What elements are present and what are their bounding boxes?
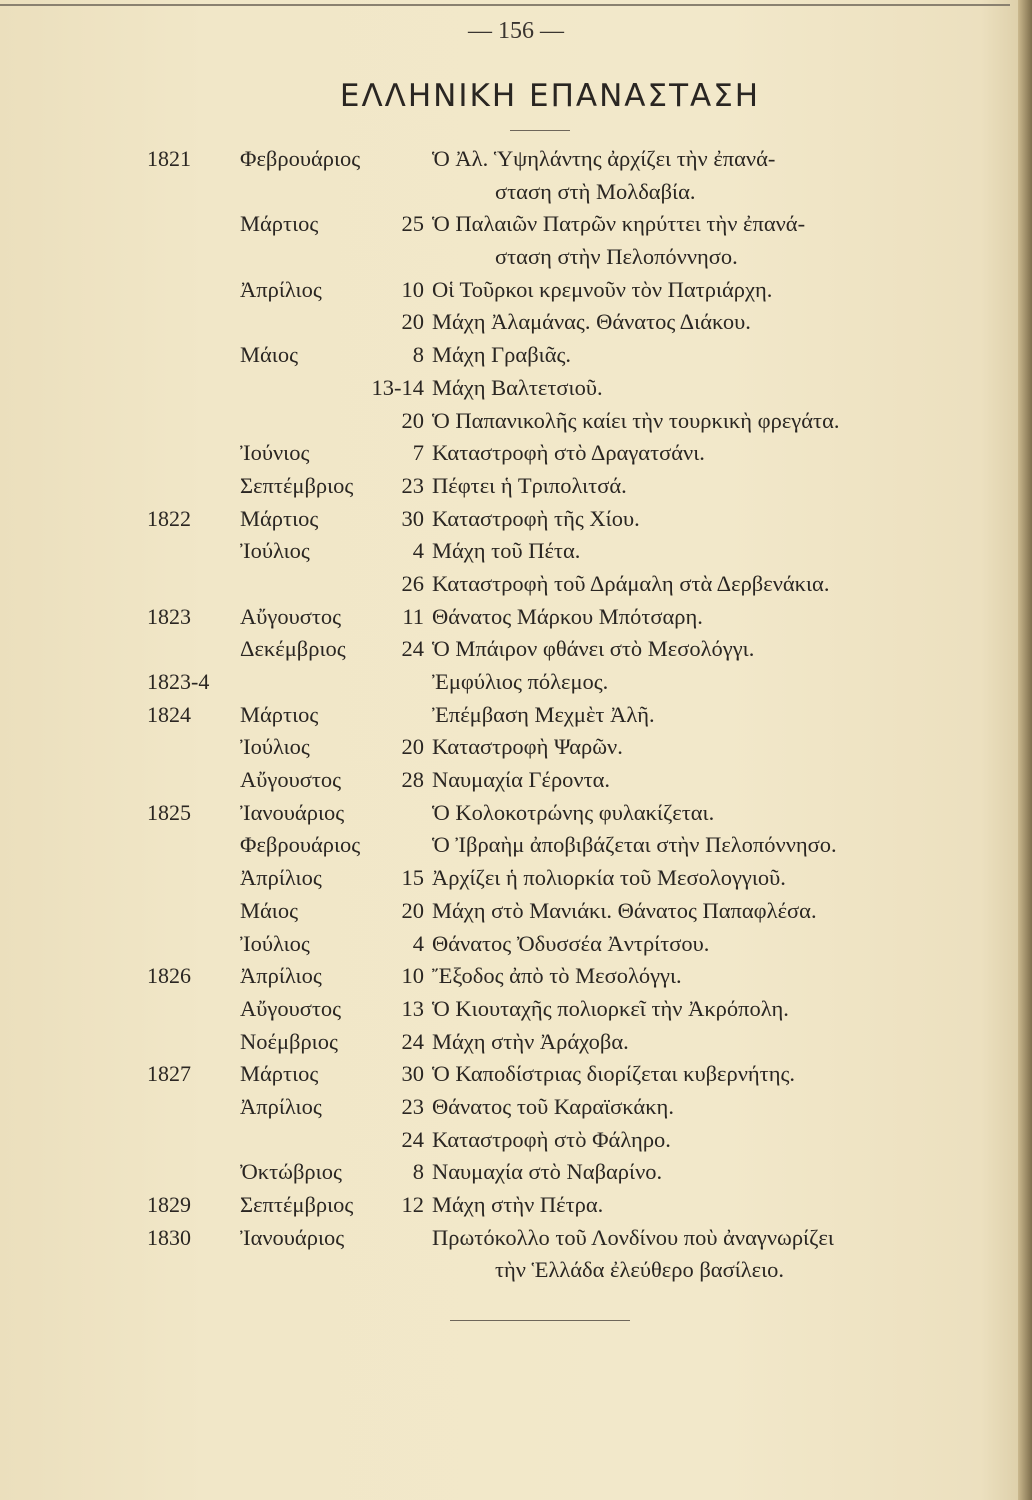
row-event: Πέφτει ἡ Τριπολιτσά. xyxy=(432,472,627,498)
row-month: Ἰούνιος xyxy=(240,440,310,466)
row-year: 1826 xyxy=(147,963,191,989)
chronology-row xyxy=(0,1026,1020,1059)
row-event: Μάχη στὴν Πέτρα. xyxy=(432,1192,604,1217)
row-year: 1827 xyxy=(147,1061,191,1087)
chronology-row xyxy=(0,601,1020,634)
row-year: 1824 xyxy=(147,701,191,727)
page-number: — 156 — xyxy=(468,18,564,44)
chronology-row xyxy=(0,241,1020,274)
row-event: Ὁ Κιουταχῆς πολιορκεῖ τὴν Ἀκρόπολη. xyxy=(432,995,789,1021)
chronology-row xyxy=(0,829,1020,862)
row-event: σταση στὴν Πελοπόννησο. xyxy=(495,244,738,270)
row-month: Ἰούλιος xyxy=(240,734,310,760)
row-event: Ὁ Κολοκοτρώνης φυλακίζεται. xyxy=(432,799,715,825)
row-event: Μάχη στὸ Μανιάκι. Θάνατος Παπαφλέσα. xyxy=(432,897,817,923)
row-event: Θάνατος Ὀδυσσέα Ἀντρίτσου. xyxy=(432,930,710,956)
row-month: Ἀπρίλιος xyxy=(240,963,322,989)
chronology-row xyxy=(0,535,1020,568)
chronology-row xyxy=(0,1254,1020,1287)
row-event: Ὁ Μπάιρον φθάνει στὸ Μεσολόγγι. xyxy=(432,636,755,662)
chronology-row xyxy=(0,895,1020,928)
row-month: Ἀπρίλιος xyxy=(240,865,322,891)
chronology-row xyxy=(0,1189,1020,1222)
row-year: 1825 xyxy=(147,799,191,825)
page-edge-shadow xyxy=(1018,0,1032,1500)
row-day: 25 xyxy=(401,211,424,237)
row-event: Ὁ Ἰβραὴμ ἀποβιβάζεται στὴν Πελοπόννησο. xyxy=(432,832,837,858)
row-event: Μάχη στὴν Ἀράχοβα. xyxy=(432,1028,629,1054)
row-day: 26 xyxy=(401,570,424,596)
chronology-row xyxy=(0,339,1020,372)
chronology-row xyxy=(0,1222,1020,1255)
row-month: Ἰανουάριος xyxy=(240,1224,345,1250)
chronology-row xyxy=(0,764,1020,797)
row-event: Καταστροφὴ τῆς Χίου. xyxy=(432,505,640,531)
row-month: Μάρτιος xyxy=(240,505,319,531)
row-month: Μάρτιος xyxy=(240,1061,319,1087)
chronology-row xyxy=(0,306,1020,339)
chronology-row xyxy=(0,405,1020,438)
row-month: Ὀκτώβριος xyxy=(240,1159,342,1185)
bottom-divider xyxy=(450,1320,630,1321)
row-day: 24 xyxy=(401,636,424,662)
row-month: Ἀπρίλιος xyxy=(240,276,322,302)
row-day: 7 xyxy=(412,440,424,466)
row-month: Φεβρουάριος xyxy=(240,146,361,171)
chronology-row xyxy=(0,699,1020,732)
row-event: τὴν Ἑλλάδα ἐλεύθερο βασίλειο. xyxy=(495,1257,785,1283)
row-event: Καταστροφὴ Ψαρῶν. xyxy=(432,734,623,760)
chronology-row xyxy=(0,960,1020,993)
row-day: 20 xyxy=(401,734,424,760)
row-day: 8 xyxy=(412,342,424,368)
row-event: Ναυμαχία στὸ Ναβαρίνο. xyxy=(432,1159,663,1185)
row-month: Μάρτιος xyxy=(240,211,319,237)
row-day: 15 xyxy=(401,865,424,891)
chronology-table xyxy=(0,143,1020,1287)
row-month: Νοέμβριος xyxy=(240,1028,338,1054)
row-day: 20 xyxy=(401,407,424,433)
row-year: 1821 xyxy=(147,146,191,171)
row-event: Καταστροφὴ τοῦ Δράμαλη στὰ Δερβενάκια. xyxy=(432,570,830,596)
row-month: Σεπτέμβριος xyxy=(240,1192,354,1217)
row-year: 1830 xyxy=(147,1224,191,1250)
chronology-row xyxy=(0,1156,1020,1189)
row-month: Μάρτιος xyxy=(240,701,319,727)
row-month: Ἀπρίλιος xyxy=(240,1093,322,1119)
row-event: Οἱ Τοῦρκοι κρεμνοῦν τὸν Πατριάρχη. xyxy=(432,276,773,302)
chronology-row xyxy=(0,862,1020,895)
row-day: 10 xyxy=(401,276,424,302)
row-day: 28 xyxy=(401,767,424,793)
row-event: Ἐμφύλιος πόλεμος. xyxy=(432,669,609,694)
row-event: Ὁ Παπανικολῆς καίει τὴν τουρκικὴ φρεγάτα. xyxy=(432,407,840,433)
chronology-row xyxy=(0,666,1020,699)
row-event: Μάχη τοῦ Πέτα. xyxy=(432,538,581,564)
row-month: Αὔγουστος xyxy=(240,995,342,1021)
row-month: Ἰούλιος xyxy=(240,538,310,564)
row-month: Μάιος xyxy=(240,897,299,923)
chronology-row xyxy=(0,731,1020,764)
row-day: 23 xyxy=(401,472,424,498)
row-day: 10 xyxy=(401,963,424,989)
row-event: Ἔξοδος ἀπὸ τὸ Μεσολόγγι. xyxy=(432,963,682,989)
row-day: 13 xyxy=(401,995,424,1021)
row-day: 13-14 xyxy=(371,374,424,400)
row-event: Ναυμαχία Γέροντα. xyxy=(432,767,611,793)
row-day: 12 xyxy=(401,1192,424,1217)
row-event: Θάνατος τοῦ Καραϊσκάκη. xyxy=(432,1093,674,1119)
row-year: 1822 xyxy=(147,505,191,531)
chronology-row xyxy=(0,797,1020,830)
chronology-row xyxy=(0,176,1020,209)
row-day: 24 xyxy=(401,1028,424,1054)
row-day: 23 xyxy=(401,1093,424,1119)
row-day: 11 xyxy=(402,603,424,629)
chronology-row xyxy=(0,372,1020,405)
row-event: Πρωτόκολλο τοῦ Λονδίνου ποὺ ἀναγνωρίζει xyxy=(432,1224,834,1250)
row-month: Ἰούλιος xyxy=(240,930,310,956)
row-day: 4 xyxy=(412,538,424,564)
chronology-row xyxy=(0,503,1020,536)
row-month: Αὔγουστος xyxy=(240,603,342,629)
title-divider xyxy=(510,130,570,131)
top-border-rule xyxy=(0,4,1010,6)
row-day: 30 xyxy=(401,505,424,531)
row-event: Μάχη Ἀλαμάνας. Θάνατος Διάκου. xyxy=(432,309,751,335)
row-event: Ὁ Παλαιῶν Πατρῶν κηρύττει τὴν ἐπανά- xyxy=(432,211,806,237)
row-year: 1823-4 xyxy=(147,669,210,694)
row-event: Μάχη Γραβιᾶς. xyxy=(432,342,572,368)
chronology-row xyxy=(0,928,1020,961)
chronology-row xyxy=(0,1058,1020,1091)
row-day: 24 xyxy=(401,1126,424,1152)
row-year: 1823 xyxy=(147,603,191,629)
chronology-row xyxy=(0,208,1020,241)
row-event: Καταστροφὴ στὸ Φάληρο. xyxy=(432,1126,671,1152)
row-month: Δεκέμβριος xyxy=(240,636,346,662)
row-month: Σεπτέμβριος xyxy=(240,472,354,498)
row-event: Ἀρχίζει ἡ πολιορκία τοῦ Μεσολογγιοῦ. xyxy=(432,865,786,891)
chronology-row xyxy=(0,1091,1020,1124)
row-event: Ἐπέμβαση Μεχμὲτ Ἀλῆ. xyxy=(432,701,655,727)
row-day: 8 xyxy=(412,1159,424,1185)
row-day: 4 xyxy=(412,930,424,956)
chronology-row xyxy=(0,568,1020,601)
chronology-row xyxy=(0,437,1020,470)
page-title: ΕΛΛΗΝΙΚΗ ΕΠΑΝΑΣΤΑΣΗ xyxy=(339,78,761,114)
row-month: Αὔγουστος xyxy=(240,767,342,793)
chronology-row xyxy=(0,993,1020,1026)
row-event: Ὁ Ἀλ. Ὑψηλάντης ἀρχίζει τὴν ἐπανά- xyxy=(432,146,776,171)
row-month: Μάιος xyxy=(240,342,299,368)
row-event: σταση στὴ Μολδαβία. xyxy=(495,178,696,204)
row-day: 30 xyxy=(401,1061,424,1087)
row-month: Ἰανουάριος xyxy=(240,799,345,825)
chronology-row xyxy=(0,143,1020,176)
row-event: Θάνατος Μάρκου Μπότσαρη. xyxy=(432,603,703,629)
row-year: 1829 xyxy=(147,1192,191,1217)
row-day: 20 xyxy=(401,897,424,923)
chronology-row xyxy=(0,1124,1020,1157)
chronology-row xyxy=(0,633,1020,666)
chronology-row xyxy=(0,274,1020,307)
row-event: Ὁ Καποδίστριας διορίζεται κυβερνήτης. xyxy=(432,1061,796,1087)
row-day: 20 xyxy=(401,309,424,335)
row-event: Καταστροφὴ στὸ Δραγατσάνι. xyxy=(432,440,705,466)
row-month: Φεβρουάριος xyxy=(240,832,361,858)
row-event: Μάχη Βαλτετσιοῦ. xyxy=(432,374,603,400)
chronology-row xyxy=(0,470,1020,503)
